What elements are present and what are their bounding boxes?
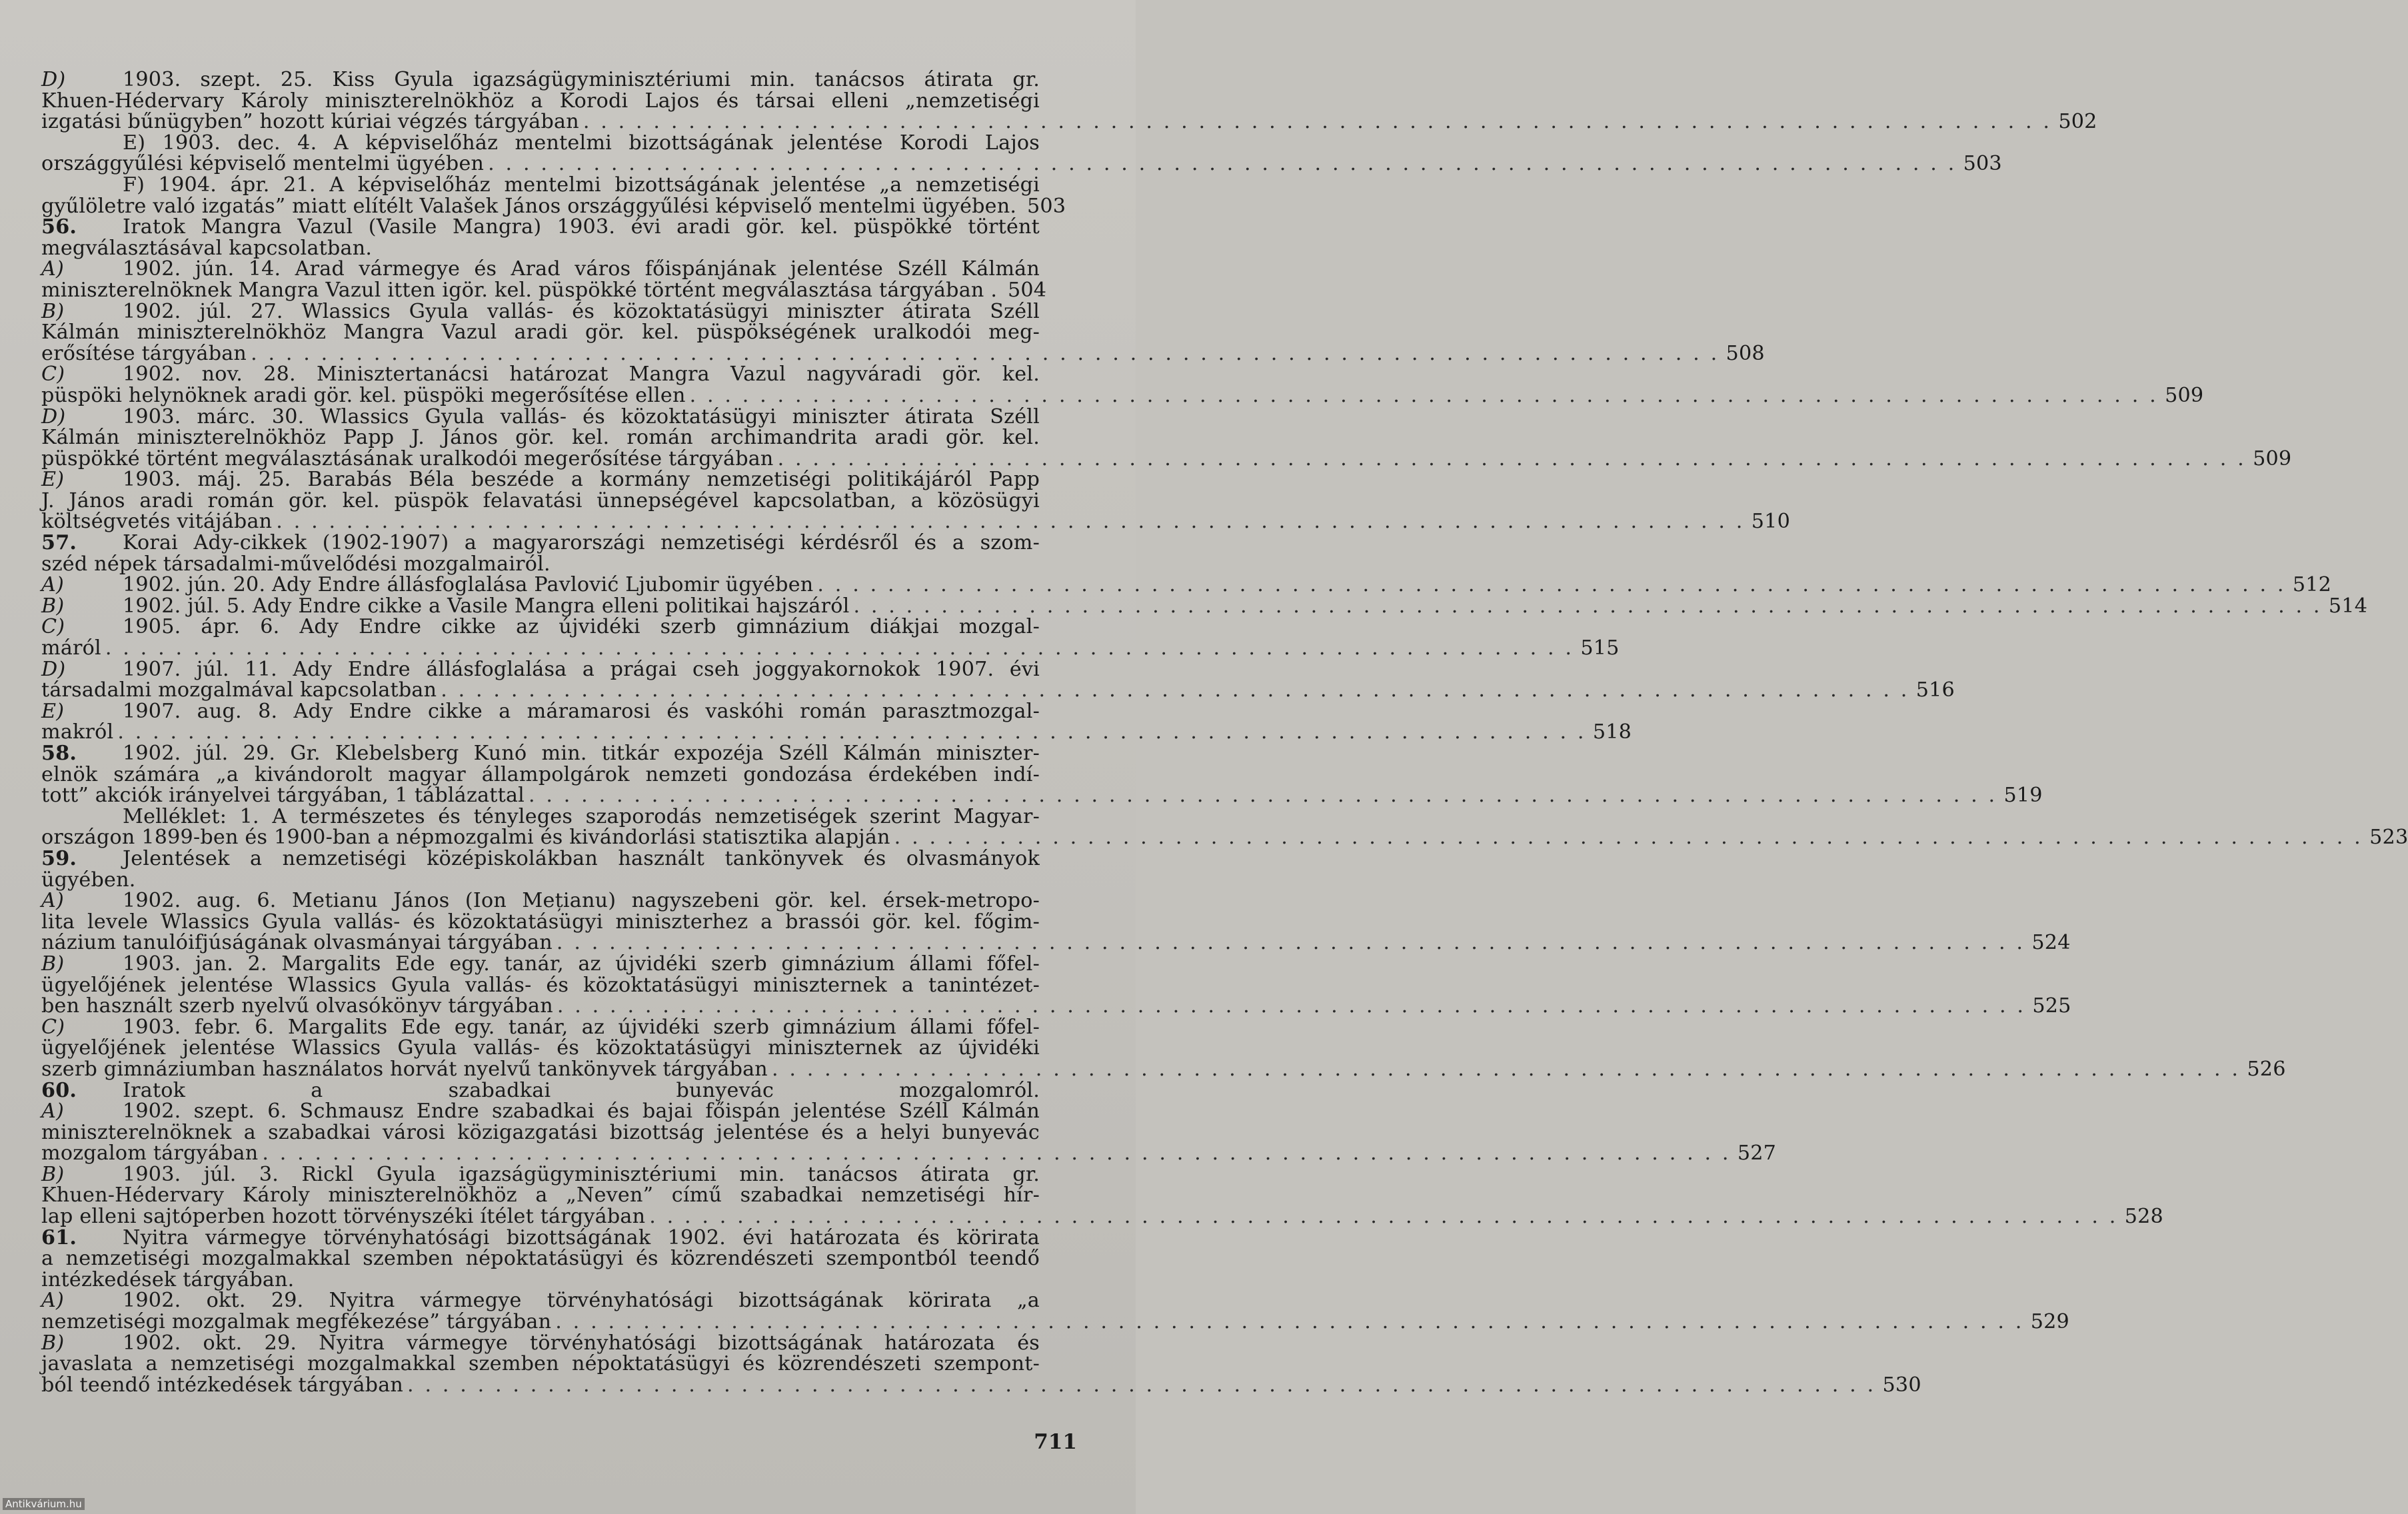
entry-page-number: 509 [2165,383,2204,407]
dot-leader: . . . . . . . . . . . . . . . . . . . . . . . . . . . . . . . . . . . . . . . . . . . . . . . . . . . . . . . . . . . . . . . . . . . . . . . . . . . . . . . . . . . . [777,446,2247,470]
entry-title: Korai Ady-cikkek (1902-1907) a magyarországi nemzetiségi kérdésről és a szom- [123,531,1040,555]
toc-line-text [41,427,1040,448]
toc-line [41,194,1066,218]
toc-line [41,954,1040,975]
toc-line-text [41,680,437,701]
entry-number: 61. [41,1225,77,1249]
toc-line-text [41,1206,645,1227]
sub-entry-text: 1902. jún. 20. Ady Endre állásfoglalása Pavlović Ljubomir ügyében [123,573,814,597]
sub-entry-text: 1902. okt. 29. Nyitra vármegye törvényhatósági bizottságának határozata és [123,1331,1040,1355]
toc-line-text [41,364,1040,385]
toc-line [41,1373,1921,1397]
toc-line-text [41,91,1040,112]
entry-indent [41,1164,123,1185]
entry-page-number: 503 [1026,194,1066,218]
entry-number: 59. [41,846,77,870]
toc-line-text [41,511,272,532]
toc-line-text [41,1248,1040,1269]
toc-line-text [41,870,136,891]
entry-indent [41,659,123,680]
entry-page-number: 527 [1737,1141,1777,1165]
toc-line [41,510,1790,534]
toc-line-text [41,1333,1040,1354]
sub-entry-text: 1902. okt. 29. Nyitra vármegye törvényhatósági bizottságának körirata „a [123,1289,1040,1313]
entry-page-number: 530 [1882,1373,1921,1397]
dot-leader: . . . . . . . . . . . . . . . . . . . . . . . . . . . . . . . . . . . . . . . . . . . . . . . . . . . . . . . . . . . . . . . . . . . . . . . . . . . . . . . . . . . . [557,994,2026,1018]
toc-line [41,573,2332,597]
entry-indent [41,364,123,385]
sub-entry-label: D) [41,404,66,428]
toc-line-text [41,848,1040,870]
sub-entry-text: 1903. szept. 25. Kiss Gyula igazságügyminisztériumi min. tanácsos átirata gr. [123,68,1040,91]
sub-entry-label: C) [41,1015,65,1039]
sub-entry-label: A) [41,1100,64,1124]
toc-line [41,994,2071,1018]
entry-text: lita levele Wlassics Gyula vallás- és közoktatásügyi miniszterhez a brassói gör. kel. főgim- [41,910,1040,934]
entry-indent [41,574,123,596]
dot-leader: . . . . . . . . . . . . . . . . . . . . . . . . . . . . . . . . . . . . . . . . . . . . . . . . . . . . . . . . . . . . . . . . . . . . . . . . . . . . . . . . . . . . [441,678,1909,702]
dot-leader: . . . . . . . . . . . . . . . . . . . . . . . . . . . . . . . . . . . . . . . . . . . . . . . . . . . . . . . . . . . . . . . . . . . . . . . . . . . . . . . . . . . . [649,1205,2118,1229]
toc-line-text [41,596,849,617]
dot-leader: . . . . . . . . . . . . . . . . . . . . . . . . . . . . . . . . . . . . . . . . . . . . . . . . . . . . . . . . . . . . . . . . . . . . . . . . . . . . . . . . . . . . [262,1141,1732,1165]
sub-entry-label: C) [41,363,65,386]
toc-line [41,1185,1040,1206]
toc-line-text [41,1311,551,1333]
entry-text: elnök számára „a kivándorolt magyar állampolgárok nemzeti gondozása érdekében indí- [41,762,1040,786]
entry-text: püspökké történt megválasztásának uralkodói megerősítése tárgyában [41,446,774,470]
dot-leader: . . . . . . . . . . . . . . . . . . . . . . . . . . . . . . . . . . . . . . . . . . . . . . . . . . . . . . . . . . . . . . . . . . . . . . . . . . . . . . . . . . . . [817,573,2287,597]
sub-entry-label: B) [41,594,65,618]
sub-entry-text: 1903. jan. 2. Margalits Ede egy. tanár, az újvidéki szerb gimnázium állami főfel- [123,952,1040,976]
toc-line-text [41,1143,258,1164]
toc-line-text [41,1375,403,1396]
sub-entry-label: C) [41,615,65,639]
entry-text: J. János aradi román gör. kel. püspök felavatási ünnepségével kapcsolatban, a közösügyi [41,488,1040,512]
sub-entry-label: D) [41,68,66,91]
dot-leader: . . . . . . . . . . . . . . . . . . . . . . . . . . . . . . . . . . . . . . . . . . . . . . . . . . . . . . . . . . . . . . . . . . . . . . . . . . . . . . . . . . . . [251,341,1720,365]
toc-line-text [41,890,1040,912]
toc-line-text [41,722,113,743]
entry-text: ügyében. [41,868,136,892]
entry-number: 56. [41,215,77,239]
toc-line-text [41,343,247,365]
toc-line [41,806,1040,828]
toc-line [41,784,2043,808]
entry-text: ben használt szerb nyelvű olvasókönyv tárgyában [41,994,553,1018]
toc-line-text [41,196,1016,217]
toc-line-text [41,1227,1040,1249]
entry-page-number: 523 [2369,826,2408,850]
toc-line-text [41,1122,1040,1143]
toc-line-text [41,385,686,406]
toc-line [41,1353,1040,1375]
dot-leader: . . . . . . . . . . . . . . . . . . . . . . . . . . . . . . . . . . . . . . . . . . . . . . . . . . . . . . . . . . . . . . . . . . . . . . . . . . . . . . . . . . . . [894,826,2363,850]
toc-line-text [41,912,1040,933]
toc-line-text [41,1059,768,1080]
toc-line-text [41,301,1040,323]
toc-line [41,554,1040,575]
toc-line [41,659,1040,680]
toc-line [41,110,2097,134]
entry-page-number: 503 [1963,152,2002,176]
toc-line [41,1164,1040,1185]
toc-line-text [41,532,1040,554]
entry-page-number: 526 [2247,1057,2286,1081]
entry-page-number: 508 [1726,341,1765,365]
entry-text: makról [41,720,114,744]
sub-entry-text: Melléklet: 1. A természetes és tényleges szaporodás nemzetiségek szerint Magyar- [123,804,1040,828]
toc-line-text [41,1353,1040,1375]
dot-leader: . . . . . . . . . . . . . . . . . . . . . . . . . . . . . . . . . . . . . . . . . . . . . . . . . . . . . . . . . . . . . . . . . . . . . . . . . . . . . . . . . . . . [407,1373,1876,1397]
toc-line-text [41,975,1040,996]
dot-leader: . . . . . . . . . . . . . . . . . . . . . . . . . . . . . . . . . . . . . . . . . . . . . . . . . . . . . . . . . . . . . . . . . . . . . . . . . . . . . . . . . . . . [583,110,2052,134]
entry-page-number: 515 [1580,636,1620,660]
toc-line-text [41,701,1040,722]
toc-line [41,341,1765,365]
toc-line-text [41,616,1040,638]
entry-text: megválasztásával kapcsolatban. [41,236,373,260]
sub-entry-label: A) [41,1289,64,1313]
toc-line [41,532,1040,554]
entry-title: Iratok a szabadkai bunyevác mozgalomról. [123,1078,1040,1102]
toc-line [41,133,1040,154]
entry-text: országon 1899-ben és 1900-ban a népmozgalmi és kivándorlási statisztika alapján [41,826,890,850]
sub-entry-text: 1903. febr. 6. Margalits Ede egy. tanár, az újvidéki szerb gimnázium állami főfel- [123,1015,1040,1039]
entry-indent [41,954,123,975]
dot-leader: . . . . . . . . . . . . . . . . . . . . . . . . . . . . . . . . . . . . . . . . . . . . . . . . . . . . . . . . . . . . . . . . . . . . . . . . . . . . . . . . . . . . [689,383,2159,407]
toc-line-text [41,448,774,470]
toc-line [41,69,1040,91]
toc-line [41,826,2408,850]
sub-entry-text: 1902. júl. 27. Wlassics Gyula vallás- és közoktatásügyi miniszter átirata Széll [123,299,1040,323]
toc-line [41,1141,1777,1165]
entry-number: 57. [41,531,77,555]
toc-line [41,594,2368,618]
sub-entry-text: 1902. aug. 6. Metianu János (Ion Mețianu) nagyszebeni gör. kel. érsek-metropo- [123,889,1040,913]
toc-line-text [41,1290,1040,1311]
sub-entry-text: 1905. ápr. 6. Ady Endre cikke az újvidéki szerb gimnázium diákjai mozgal- [123,615,1040,639]
entry-page-number: 510 [1751,510,1790,534]
sub-entry-text: 1903. máj. 25. Barabás Béla beszéde a kormány nemzetiségi politikájáról Papp [123,468,1040,492]
toc-line-text [41,490,1040,512]
toc-line-text [41,469,1040,490]
entry-indent [41,1333,123,1354]
sub-entry-text: 1902. jún. 14. Arad vármegye és Arad város főispánjának jelentése Széll Kálmán [123,257,1040,281]
entry-page-number: 519 [2003,784,2043,808]
toc-line [41,743,1040,764]
entry-page-number: 504 [1007,278,1047,302]
entry-text: máról [41,636,101,660]
entry-text: Kálmán miniszterelnökhöz Mangra Vazul aradi gör. kel. püspökségének uralkodói meg- [41,321,1040,345]
toc-line [41,1333,1040,1354]
toc-line [41,322,1040,343]
toc-line-text [41,996,553,1017]
toc-line [41,1080,1040,1102]
toc-line [41,890,1040,912]
toc-line-text [41,638,101,659]
table-of-contents [41,68,2408,1397]
toc-line-text [41,659,1040,680]
entry-text: intézkedések tárgyában. [41,1267,295,1291]
toc-line [41,490,1040,512]
sub-entry-text: 1902. nov. 28. Minisztertanácsi határozat Mangra Vazul nagyváradi gör. kel. [123,363,1040,386]
toc-line-text [41,1269,294,1291]
dot-leader: . . . . . . . . . . . . . . . . . . . . . . . . . . . . . . . . . . . . . . . . . . . . . . . . . . . . . . . . . . . . . . . . . . . . . . . . . . . . . . . . . . . . [771,1057,2241,1081]
toc-line-text [41,785,525,806]
toc-line-text [41,153,484,175]
toc-line [41,616,1040,638]
entry-text: ügyelőjének jelentése Wlassics Gyula vallás- és közoktatásügyi miniszternek a tanintézet- [41,973,1040,997]
toc-line [41,259,1040,280]
entry-page-number: 516 [1915,678,1955,702]
entry-indent [41,1290,123,1311]
entry-text: gyűlöletre való izgatás” miatt elítélt Valašek János országgyűlési képviselő mentelmi ügyében. [41,194,1017,218]
toc-line [41,1205,2163,1229]
dot-leader: . . . . . . . . . . . . . . . . . . . . . . . . . . . . . . . . . . . . . . . . . . . . . . . . . . . . . . . . . . . . . . . . . . . . . . . . . . . . . . . . . . . . [276,510,1745,534]
toc-line [41,301,1040,323]
toc-line-text [41,111,579,133]
entry-text: költségvetés vitájában [41,510,273,534]
toc-line [41,427,1040,448]
sub-entry-label: D) [41,657,66,681]
entry-text: miniszterelnöknek Mangra Vazul itten igör. kel. püspökké történt megválasztása tárgyában . [41,278,998,302]
toc-line-text [41,322,1040,343]
toc-line [41,238,1040,259]
toc-line-text [41,806,1040,828]
dot-leader: . . . . . . . . . . . . . . . . . . . . . . . . . . . . . . . . . . . . . . . . . . . . . . . . . . . . . . . . . . . . . . . . . . . . . . . . . . . . . . . . . . . . [117,720,1587,744]
sub-entry-label: B) [41,299,65,323]
entry-indent [41,890,123,912]
sub-entry-text: 1902. júl. 5. Ady Endre cikke a Vasile Mangra elleni politikai hajszáról [123,594,850,618]
sub-entry-label: B) [41,952,65,976]
toc-line-text [41,238,372,259]
toc-line [41,701,1040,722]
toc-line-text [41,1038,1040,1059]
toc-line [41,720,1632,744]
toc-line [41,278,1047,302]
entry-indent [41,301,123,323]
entry-page-number: 518 [1592,720,1632,744]
toc-line-text [41,217,1040,238]
entry-indent [41,259,123,280]
toc-line [41,383,2204,407]
sub-entry-label: A) [41,573,64,597]
toc-line-text [41,1185,1040,1206]
entry-indent [41,469,123,490]
entry-text: Kálmán miniszterelnökhöz Papp J. János gör. kel. román archimandrita aradi gör. kel. [41,426,1040,450]
entry-title: Iratok Mangra Vazul (Vasile Mangra) 1903. évi aradi gör. kel. püspökké történt [123,215,1040,239]
toc-line [41,1017,1040,1038]
dot-leader: . . . . . . . . . . . . . . . . . . . . . . . . . . . . . . . . . . . . . . . . . . . . . . . . . . . . . . . . . . . . . . . . . . . . . . . . . . . . . . . . . . . . [529,784,1997,808]
entry-indent [41,701,123,722]
toc-line [41,446,2292,470]
page-number: 711 [1034,1430,1077,1454]
toc-line-text [41,406,1040,428]
sub-entry-text: E) 1903. dec. 4. A képviselőház mentelmi bizottságának jelentése Korodi Lajos [123,131,1040,155]
entry-text: szerb gimnáziumban használatos horvát nyelvű tankönyvek tárgyában [41,1057,768,1081]
entry-indent [41,616,123,638]
toc-line [41,1310,2069,1334]
entry-text: nemzetiségi mozgalmak megfékezése” tárgyában [41,1310,552,1334]
entry-text: erősítése tárgyában [41,341,247,365]
toc-line-text [41,1080,1040,1102]
toc-line [41,1227,1040,1249]
entry-indent [41,406,123,428]
toc-line [41,406,1040,428]
entry-page-number: 502 [2058,110,2097,134]
toc-line [41,91,1040,112]
toc-line [41,469,1040,490]
toc-line [41,1290,1040,1311]
sub-entry-text: 1903. márc. 30. Wlassics Gyula vallás- és közoktatásügyi miniszter átirata Széll [123,404,1040,428]
entry-text: ból teendő intézkedések tárgyában [41,1373,404,1397]
toc-line [41,1122,1040,1143]
entry-text: tott” akciók irányelvei tárgyában, 1 táblázattal [41,784,525,808]
entry-page-number: 529 [2030,1310,2069,1334]
entry-text: miniszterelnöknek a szabadkai városi közigazgatási bizottság jelentése és a helyi bunyevác [41,1120,1040,1144]
entry-page-number: 514 [2328,594,2368,618]
toc-line [41,764,1040,786]
toc-line-text [41,743,1040,764]
toc-line-text [41,69,1040,91]
toc-line [41,152,2002,176]
toc-line [41,870,1040,891]
entry-text: ügyelőjének jelentése Wlassics Gyula vallás- és közoktatásügyi miniszternek az újvidéki [41,1036,1040,1060]
sub-entry-label: E) [41,699,65,723]
dot-leader: . . . . . . . . . . . . . . . . . . . . . . . . . . . . . . . . . . . . . . . . . . . . . . . . . . . . . . . . . . . . . . . . . . . . . . . . . . . . . . . . . . . . [488,152,1957,176]
sub-entry-text: F) 1904. ápr. 21. A képviselőház mentelmi bizottságának jelentése „a nemzetiségi [123,173,1040,197]
toc-line [41,912,1040,933]
toc-line [41,1038,1040,1059]
entry-text: izgatási bűnügyben” hozott kúriai végzés tárgyában [41,110,579,134]
toc-line-text [41,133,1040,154]
entry-text: a nemzetiségi mozgalmakkal szemben népoktatásügyi és közrendészeti szempontból teendő [41,1247,1040,1271]
toc-line [41,1269,1040,1291]
entry-title: Nyitra vármegye törvényhatósági bizottságának 1902. évi határozata és köriratа [123,1225,1040,1249]
toc-line-text [41,1017,1040,1038]
toc-line [41,931,2071,955]
dot-leader: . . . . . . . . . . . . . . . . . . . . . . . . . . . . . . . . . . . . . . . . . . . . . . . . . . . . . . . . . . . . . . . . . . . . . . . . . . . . . . . . . . . . [555,1310,2024,1334]
toc-line-text [41,1164,1040,1185]
toc-line [41,636,1620,660]
toc-line [41,217,1040,238]
entry-text: Khuen-Hédervary Károly miniszterelnökhöz a „Neven” című szabadkai nemzetiségi hír- [41,1183,1040,1207]
entry-text: társadalmi mozgalmával kapcsolatban [41,678,437,702]
dot-leader: . . . . . . . . . . . . . . . . . . . . . . . . . . . . . . . . . . . . . . . . . . . . . . . . . . . . . . . . . . . . . . . . . . . . . . . . . . . . . . . . . . . . [556,931,2025,955]
toc-line [41,175,1040,196]
sub-entry-label: A) [41,889,64,913]
sub-entry-label: B) [41,1162,65,1186]
entry-text: lap elleni sajtóperben hozott törvényszéki ítélet tárgyában [41,1205,646,1229]
entry-page-number: 509 [2253,446,2292,470]
entry-indent [41,1017,123,1038]
sub-entry-label: A) [41,257,64,281]
entry-text: Khuen-Hédervary Károly miniszterelnökhöz a Korodi Lajos és társai elleni „nemzetiségi [41,89,1040,113]
entry-text: országgyűlési képviselő mentelmi ügyében [41,152,485,176]
entry-text: javaslata a nemzetiségi mozgalmakkal szemben népoktatásügyi és közrendészeti szempont- [41,1352,1040,1376]
entry-page-number: 525 [2032,994,2071,1018]
toc-line-text [41,574,813,596]
sub-entry-text: 1907. júl. 11. Ady Endre állásfoglalása a prágai cseh joggyakornokok 1907. évi [123,657,1040,681]
sub-entry-label: E) [41,468,65,492]
toc-line [41,364,1040,385]
toc-line [41,1101,1040,1122]
toc-line-text [41,259,1040,280]
entry-text: názium tanulóifjúságának olvasmányai tárgyában [41,931,553,955]
entry-indent [41,1101,123,1122]
entry-number: 58. [41,742,77,765]
entry-text: mozgalom tárgyában [41,1141,259,1165]
toc-line-text [41,764,1040,786]
sub-entry-text: 1907. aug. 8. Ady Endre cikke a máramarosi és vaskóhi román parasztmozgal- [123,699,1040,723]
toc-line-text [41,954,1040,975]
entry-text: püspöki helynöknek aradi gör. kel. püspöki megerősítése ellen [41,383,686,407]
toc-line [41,1248,1040,1269]
entry-indent [41,596,123,617]
toc-line [41,678,1955,702]
entry-page-number: 528 [2124,1205,2163,1229]
entry-text: széd népek társadalmi-művelődési mozgalmairól. [41,552,551,576]
toc-line-text [41,175,1040,196]
sub-entry-text: 1903. júl. 3. Rickl Gyula igazságügyminisztériumi min. tanácsos átirata gr. [123,1162,1040,1186]
dot-leader: . . . . . . . . . . . . . . . . . . . . . . . . . . . . . . . . . . . . . . . . . . . . . . . . . . . . . . . . . . . . . . . . . . . . . . . . . . . . . . . . . . . . [105,636,1574,660]
entry-page-number: 512 [2292,573,2332,597]
toc-line-text [41,932,553,954]
entry-indent [41,69,123,91]
toc-line-text [41,827,890,848]
entry-title: Jelentések a nemzetiségi középiskolákban használt tankönyvek és olvasmányok [123,846,1040,870]
toc-line [41,1057,2286,1081]
watermark: Antikvárium.hu [3,1498,85,1510]
sub-entry-label: B) [41,1331,65,1355]
entry-page-number: 524 [2031,931,2071,955]
entry-title: 1902. júl. 29. Gr. Klebelsberg Kunó min. titkár expozéja Széll Kálmán miniszter- [123,742,1040,765]
toc-line [41,848,1040,870]
dot-leader: . . . . . . . . . . . . . . . . . . . . . . . . . . . . . . . . . . . . . . . . . . . . . . . . . . . . . . . . . . . . . . . . . . . . . . . . . . . . . . . . . . . . [853,594,2323,618]
toc-line-text [41,280,997,301]
toc-line-text [41,1101,1040,1122]
entry-number: 60. [41,1078,77,1102]
toc-line [41,975,1040,996]
sub-entry-text: 1902. szept. 6. Schmausz Endre szabadkai és bajai főispán jelentése Széll Kálmán [123,1100,1040,1124]
toc-line-text [41,554,551,575]
